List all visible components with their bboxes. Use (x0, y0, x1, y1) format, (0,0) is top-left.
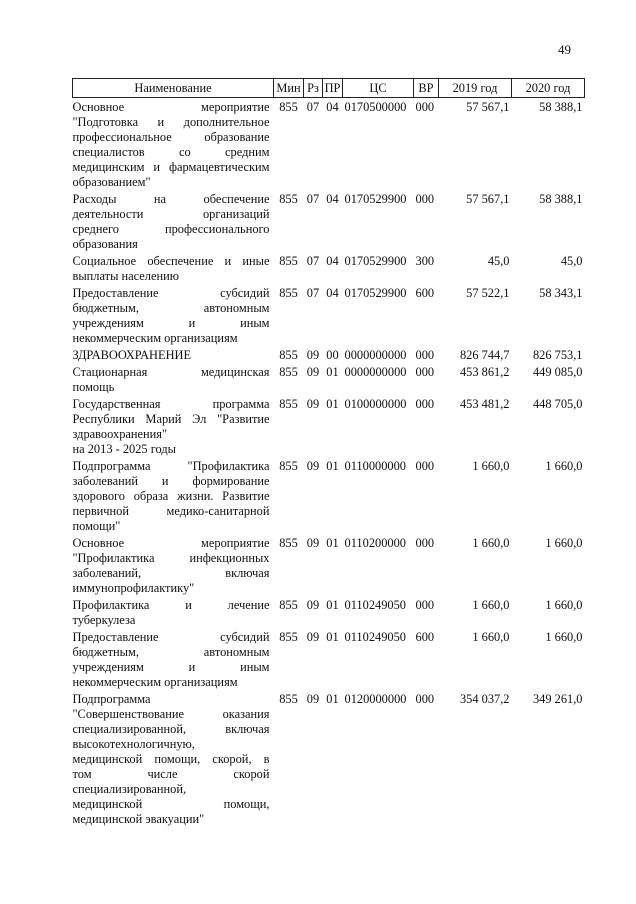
header-min: Мин (274, 79, 304, 98)
row-name-line: на 2013 - 2025 годы (72, 442, 176, 456)
row-rz: 09 (306, 536, 320, 550)
header-pr: ПР (323, 79, 343, 98)
row-name-line: медицинской помощи, скорой, в (72, 752, 270, 766)
row-min: 855 (279, 692, 298, 706)
row-name-line: "Профилактика инфекционных (72, 551, 270, 565)
row-2020: 449 085,0 (532, 365, 583, 379)
row-name-line: медицинской помощи, (72, 797, 270, 811)
row-name-line: здорового образа жизни. Развитие (72, 489, 270, 503)
row-name-line: Республики Марий Эл "Развитие (72, 412, 270, 426)
row-name-line: Расходы на обеспечение (72, 192, 270, 206)
row-name-line: медицинским и фармацевтическим (72, 160, 270, 174)
row-min: 855 (279, 286, 298, 300)
row-vr: 000 (415, 598, 435, 612)
row-min: 855 (279, 536, 298, 550)
row-2020: 349 261,0 (532, 692, 583, 706)
row-name-line: специалистов со средним (72, 145, 270, 159)
row-cs: 0000000000 (344, 365, 407, 379)
row-name-line: специализированной, включая (72, 722, 270, 736)
row-min: 855 (279, 192, 298, 206)
row-min: 855 (279, 459, 298, 473)
row-rz: 09 (306, 348, 320, 362)
row-2020: 58 388,1 (539, 100, 583, 114)
table-row (73, 395, 585, 457)
row-cs: 0120000000 (344, 692, 407, 706)
budget-table (72, 78, 585, 827)
row-name-line: Предоставление субсидий (72, 286, 270, 300)
row-cs: 0170529900 (344, 254, 407, 268)
row-name (73, 596, 274, 628)
row-min: 855 (279, 348, 298, 362)
header-rz: Рз (304, 79, 323, 98)
row-2019: 354 037,2 (459, 692, 510, 706)
row-pr: 01 (326, 536, 339, 550)
row-name-line: Основное мероприятие (72, 100, 270, 114)
row-2019: 453 861,2 (459, 365, 510, 379)
row-pr: 01 (326, 692, 339, 706)
row-2019: 1 660,0 (472, 598, 510, 612)
row-name (73, 363, 274, 395)
row-name-line: учреждениям и иным (72, 660, 270, 674)
row-name-line: Государственная программа (72, 397, 270, 411)
row-pr: 01 (326, 397, 339, 411)
row-2020: 826 753,1 (532, 348, 583, 362)
row-name (73, 628, 274, 690)
row-2019: 453 481,2 (459, 397, 510, 411)
row-name-line: заболеваний, включая (72, 566, 270, 580)
row-vr: 000 (415, 459, 435, 473)
row-name (73, 395, 274, 457)
row-cs: 0170500000 (344, 100, 407, 114)
row-vr: 000 (415, 365, 435, 379)
row-name-line: образования (72, 237, 138, 251)
table-row (73, 284, 585, 346)
row-min: 855 (279, 630, 298, 644)
row-min: 855 (279, 365, 298, 379)
row-cs: 0000000000 (344, 348, 407, 362)
row-name-line: медицинской эвакуации" (72, 812, 205, 826)
table-row (73, 190, 585, 252)
row-pr: 04 (326, 192, 339, 206)
row-name-line: Профилактика и лечение (72, 598, 270, 612)
table-row (73, 363, 585, 395)
row-2019: 45,0 (487, 254, 510, 268)
row-2019: 57 567,1 (466, 192, 510, 206)
row-name-line: здравоохранения" (72, 427, 168, 441)
row-vr: 000 (415, 348, 435, 362)
row-name-line: Подпрограмма "Профилактика (72, 459, 270, 473)
row-cs: 0170529900 (344, 192, 407, 206)
row-2019: 1 660,0 (472, 630, 510, 644)
row-2020: 1 660,0 (545, 459, 583, 473)
row-2019: 1 660,0 (472, 536, 510, 550)
table-row (73, 346, 585, 363)
row-min: 855 (279, 100, 298, 114)
row-name (73, 534, 274, 596)
page-number: 49 (558, 42, 571, 57)
header-vr: ВР (414, 79, 439, 98)
row-name (73, 252, 274, 284)
row-rz: 09 (306, 459, 320, 473)
row-pr: 04 (326, 254, 339, 268)
header-cs: ЦС (343, 79, 414, 98)
row-min: 855 (279, 254, 298, 268)
row-name-line: "Подготовка и дополнительное (72, 115, 270, 129)
row-name-line: иммунопрофилактику" (72, 581, 195, 595)
row-name-line: "Совершенствование оказания (72, 707, 270, 721)
row-rz: 07 (306, 254, 320, 268)
row-rz: 07 (306, 286, 320, 300)
row-2020: 58 388,1 (539, 192, 583, 206)
row-rz: 09 (306, 397, 320, 411)
row-2019: 826 744,7 (459, 348, 510, 362)
row-pr: 04 (326, 286, 339, 300)
row-vr: 600 (415, 630, 435, 644)
row-name (73, 457, 274, 534)
row-rz: 09 (306, 365, 320, 379)
row-vr: 300 (415, 254, 435, 268)
row-name (73, 690, 274, 827)
row-name (73, 98, 274, 191)
row-vr: 000 (415, 536, 435, 550)
row-rz: 07 (306, 192, 320, 206)
row-pr: 01 (326, 630, 339, 644)
row-pr: 01 (326, 365, 339, 379)
row-vr: 000 (415, 692, 435, 706)
row-name-line: некоммерческим организациям (72, 331, 238, 345)
row-name-line: специализированной, (72, 782, 187, 796)
table-row (73, 596, 585, 628)
row-name-line: заболеваний и формирование (72, 474, 270, 488)
table-row (73, 98, 585, 191)
row-2020: 448 705,0 (532, 397, 583, 411)
table-row (73, 628, 585, 690)
row-rz: 09 (306, 630, 320, 644)
row-pr: 00 (326, 348, 339, 362)
row-name-line: учреждениям и иным (72, 316, 270, 330)
row-cs: 0110249050 (344, 598, 406, 612)
row-min: 855 (279, 598, 298, 612)
row-name-line: помощь (72, 380, 115, 394)
header-2019: 2019 год (439, 79, 512, 98)
row-cs: 0110000000 (344, 459, 406, 473)
table-row (73, 252, 585, 284)
header-2020: 2020 год (512, 79, 585, 98)
row-vr: 000 (415, 100, 435, 114)
row-name (73, 284, 274, 346)
row-name-line: Основное мероприятие (72, 536, 270, 550)
header-name: Наименование (73, 79, 274, 98)
row-name-line: образованием" (72, 175, 151, 189)
row-name-line: Предоставление субсидий (72, 630, 270, 644)
row-cs: 0100000000 (344, 397, 407, 411)
row-2019: 57 567,1 (466, 100, 510, 114)
row-cs: 0110249050 (344, 630, 406, 644)
table-body (73, 98, 585, 828)
row-2020: 1 660,0 (545, 598, 583, 612)
row-pr: 04 (326, 100, 339, 114)
row-name-line: Социальное обеспечение и иные (72, 254, 270, 268)
row-rz: 09 (306, 598, 320, 612)
table-row (73, 690, 585, 827)
row-name (73, 190, 274, 252)
row-rz: 09 (306, 692, 320, 706)
row-name-line: профессиональное образование (72, 130, 270, 144)
row-name-line: первичной медико-санитарной (72, 504, 270, 518)
row-name-line: помощи" (72, 519, 121, 533)
row-2020: 45,0 (560, 254, 583, 268)
row-2020: 1 660,0 (545, 630, 583, 644)
row-name-line: деятельности организаций (72, 207, 270, 221)
row-name-line: бюджетным, автономным (72, 645, 270, 659)
row-pr: 01 (326, 459, 339, 473)
row-name-line: среднего профессионального (72, 222, 270, 236)
row-vr: 000 (415, 192, 435, 206)
row-name-line: том числе скорой (72, 767, 270, 781)
row-name (73, 346, 274, 363)
row-name-line: высокотехнологичную, (72, 737, 195, 751)
row-2019: 57 522,1 (466, 286, 510, 300)
table-header-row (73, 79, 585, 98)
row-name-line: Подпрограмма (72, 692, 151, 706)
table-row (73, 457, 585, 534)
row-rz: 07 (306, 100, 320, 114)
row-2019: 1 660,0 (472, 459, 510, 473)
row-2020: 1 660,0 (545, 536, 583, 550)
row-vr: 000 (415, 397, 435, 411)
row-name-line: выплаты населению (72, 269, 179, 283)
row-pr: 01 (326, 598, 339, 612)
row-name-line: бюджетным, автономным (72, 301, 270, 315)
row-cs: 0170529900 (344, 286, 407, 300)
row-cs: 0110200000 (344, 536, 406, 550)
row-name-line: некоммерческим организациям (72, 675, 238, 689)
row-name-line: ЗДРАВООХРАНЕНИЕ (72, 348, 192, 362)
row-name-line: Стационарная медицинская (72, 365, 270, 379)
row-min: 855 (279, 397, 298, 411)
row-2020: 58 343,1 (539, 286, 583, 300)
row-name-line: туберкулеза (72, 613, 136, 627)
row-vr: 600 (415, 286, 435, 300)
table-row (73, 534, 585, 596)
